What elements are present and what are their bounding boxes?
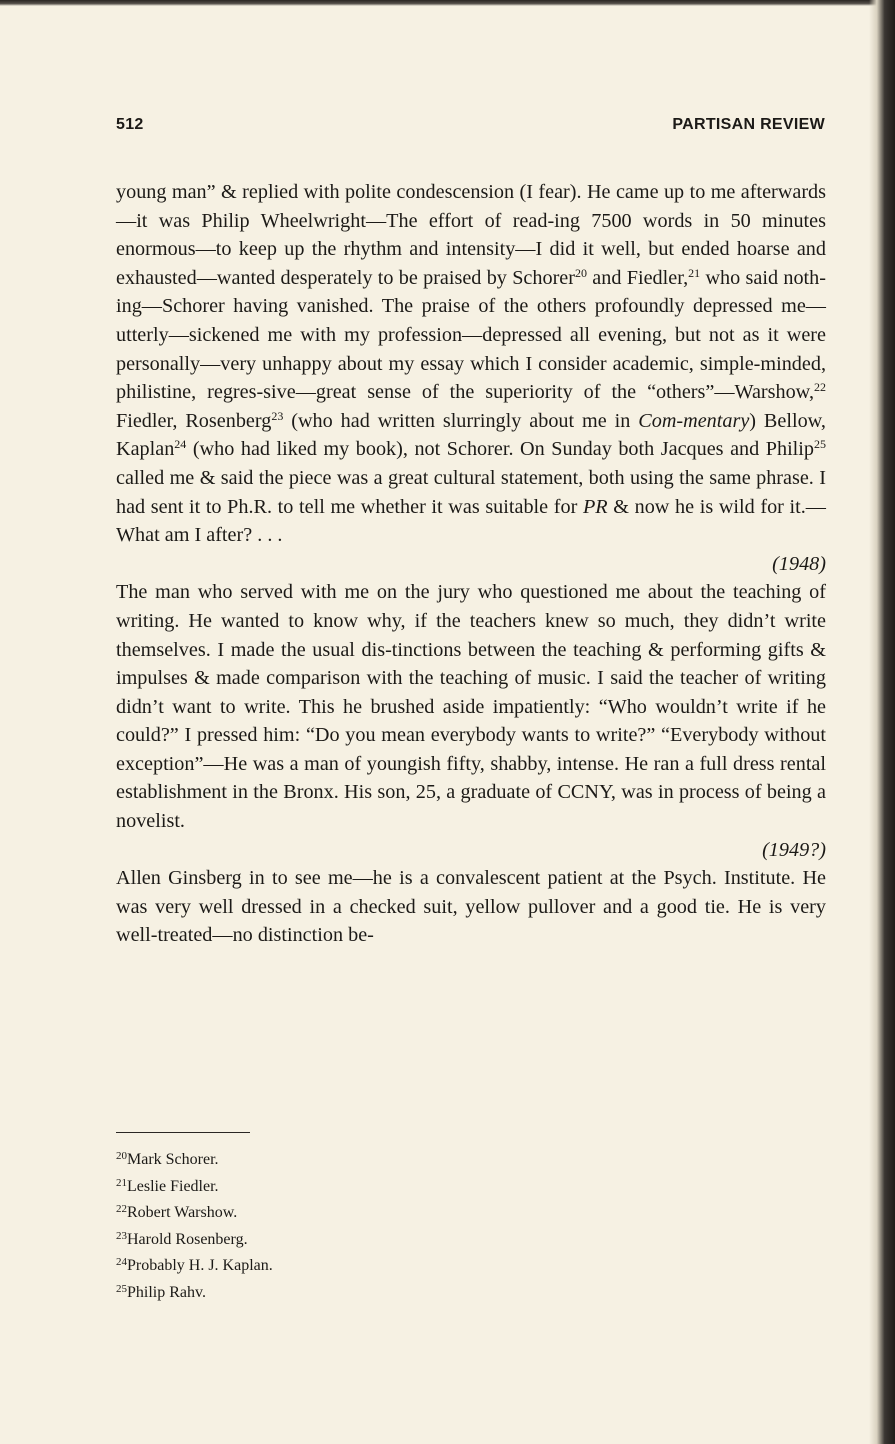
footnote-ref-24: 24: [174, 437, 187, 452]
footnote-number: 20: [116, 1150, 127, 1162]
text-run: who said noth-ing—Schorer having vanished. The praise of the others profoundly depressed me—utterly—sickened me with my profession—depressed all evening, but not as it were personally—very unhappy about my essay which I consider academic, simple-minded, philistine, regres-sive—great sense of the superiority of the “others”—Warshow,: [116, 266, 826, 404]
footnote-24: [116, 1253, 273, 1280]
paragraph-2: The man who served with me on the jury who questioned me about the teaching of writing. He wanted to know why, if the teachers knew so much, they didn’t write themselves. I made the usual dis-tinctions between the teaching & performing gifts & impulses & made comparison with the teaching of music. I said the teacher of writing didn’t want to write. This he brushed aside impatiently: “Who wouldn’t write if he could?” I pressed him: “Do you mean everybody wants to write?” “Everybody without exception”—He was a man of youngish fifty, shabby, intense. He ran a full dress rental establishment in the Bronx. His son, 25, a graduate of CCNY, was in process of being a novelist.: [116, 581, 826, 833]
italic-commentary: Com-mentary: [638, 409, 750, 432]
entry-date-1948: (1948): [772, 552, 826, 575]
footnote-23: [116, 1227, 273, 1254]
footnote-ref-22: 22: [814, 380, 826, 395]
journal-title: PARTISAN REVIEW: [672, 116, 825, 133]
text-run: ) Bellow, Kaplan: [116, 409, 826, 461]
page-number: 512: [116, 116, 144, 133]
page-spine-shadow: [869, 0, 895, 1444]
footnote-ref-21: 21: [688, 265, 701, 280]
text-run: young man” & replied with polite condescension (I fear). He came up to me afterwards—it was Philip Wheelwright—The effort of read-ing 7500 words in 50 minutes enormous—to keep up the rhythm and intensity—I did it well, but ended hoarse and exhausted—wanted desperately to be praised by Schorer: [116, 181, 826, 289]
footnote-21: [116, 1174, 273, 1201]
footnote-text: Harold Rosenberg.: [127, 1230, 248, 1248]
footnote-ref-20: 20: [574, 265, 587, 280]
text-run: (who had liked my book), not Schorer. On Sunday both Jacques and Philip: [186, 438, 814, 461]
paragraph-1: [116, 178, 826, 550]
footnote-text: Robert Warshow.: [127, 1204, 238, 1222]
footnote-text: Philip Rahv.: [127, 1283, 206, 1301]
paragraph-3: Allen Ginsberg in to see me—he is a convalescent patient at the Psych. Institute. He was very well dressed in a checked suit, yellow pullover and a good tie. He is very well-treated—no distinction be-: [116, 867, 826, 947]
footnote-20: [116, 1147, 273, 1174]
page-top-edge: [0, 0, 895, 6]
footnote-ref-25: 25: [814, 437, 826, 452]
body-text: [116, 178, 826, 950]
footnote-text: Probably H. J. Kaplan.: [127, 1257, 273, 1275]
text-run: Fiedler, Rosenberg: [116, 409, 272, 432]
footnote-number: 24: [116, 1256, 127, 1269]
footnote-25: [116, 1280, 273, 1307]
footnote-ref-23: 23: [271, 408, 284, 423]
footnote-number: 23: [116, 1229, 127, 1242]
footnote-number: 22: [116, 1203, 127, 1216]
footnote-number: 25: [116, 1282, 127, 1295]
text-run: & now he is wild for it.—What am I after? . . .: [116, 495, 826, 547]
text-run: and Fiedler,: [586, 266, 689, 289]
text-run: called me & said the piece was a great cultural statement, both using the same phrase. I had sent it to Ph.R. to tell me whether it was suitable for: [116, 466, 826, 518]
running-head: [116, 116, 825, 140]
footnote-text: Mark Schorer.: [127, 1151, 219, 1168]
italic-pr: PR: [582, 495, 608, 518]
footnote-rule: [116, 1132, 250, 1133]
footnotes: [116, 1147, 273, 1307]
entry-date-1949: (1949?): [762, 838, 826, 861]
footnote-number: 21: [116, 1176, 127, 1189]
footnote-22: [116, 1200, 273, 1227]
text-run: (who had written slurringly about me in: [283, 409, 639, 432]
footnote-text: Leslie Fiedler.: [127, 1177, 219, 1195]
